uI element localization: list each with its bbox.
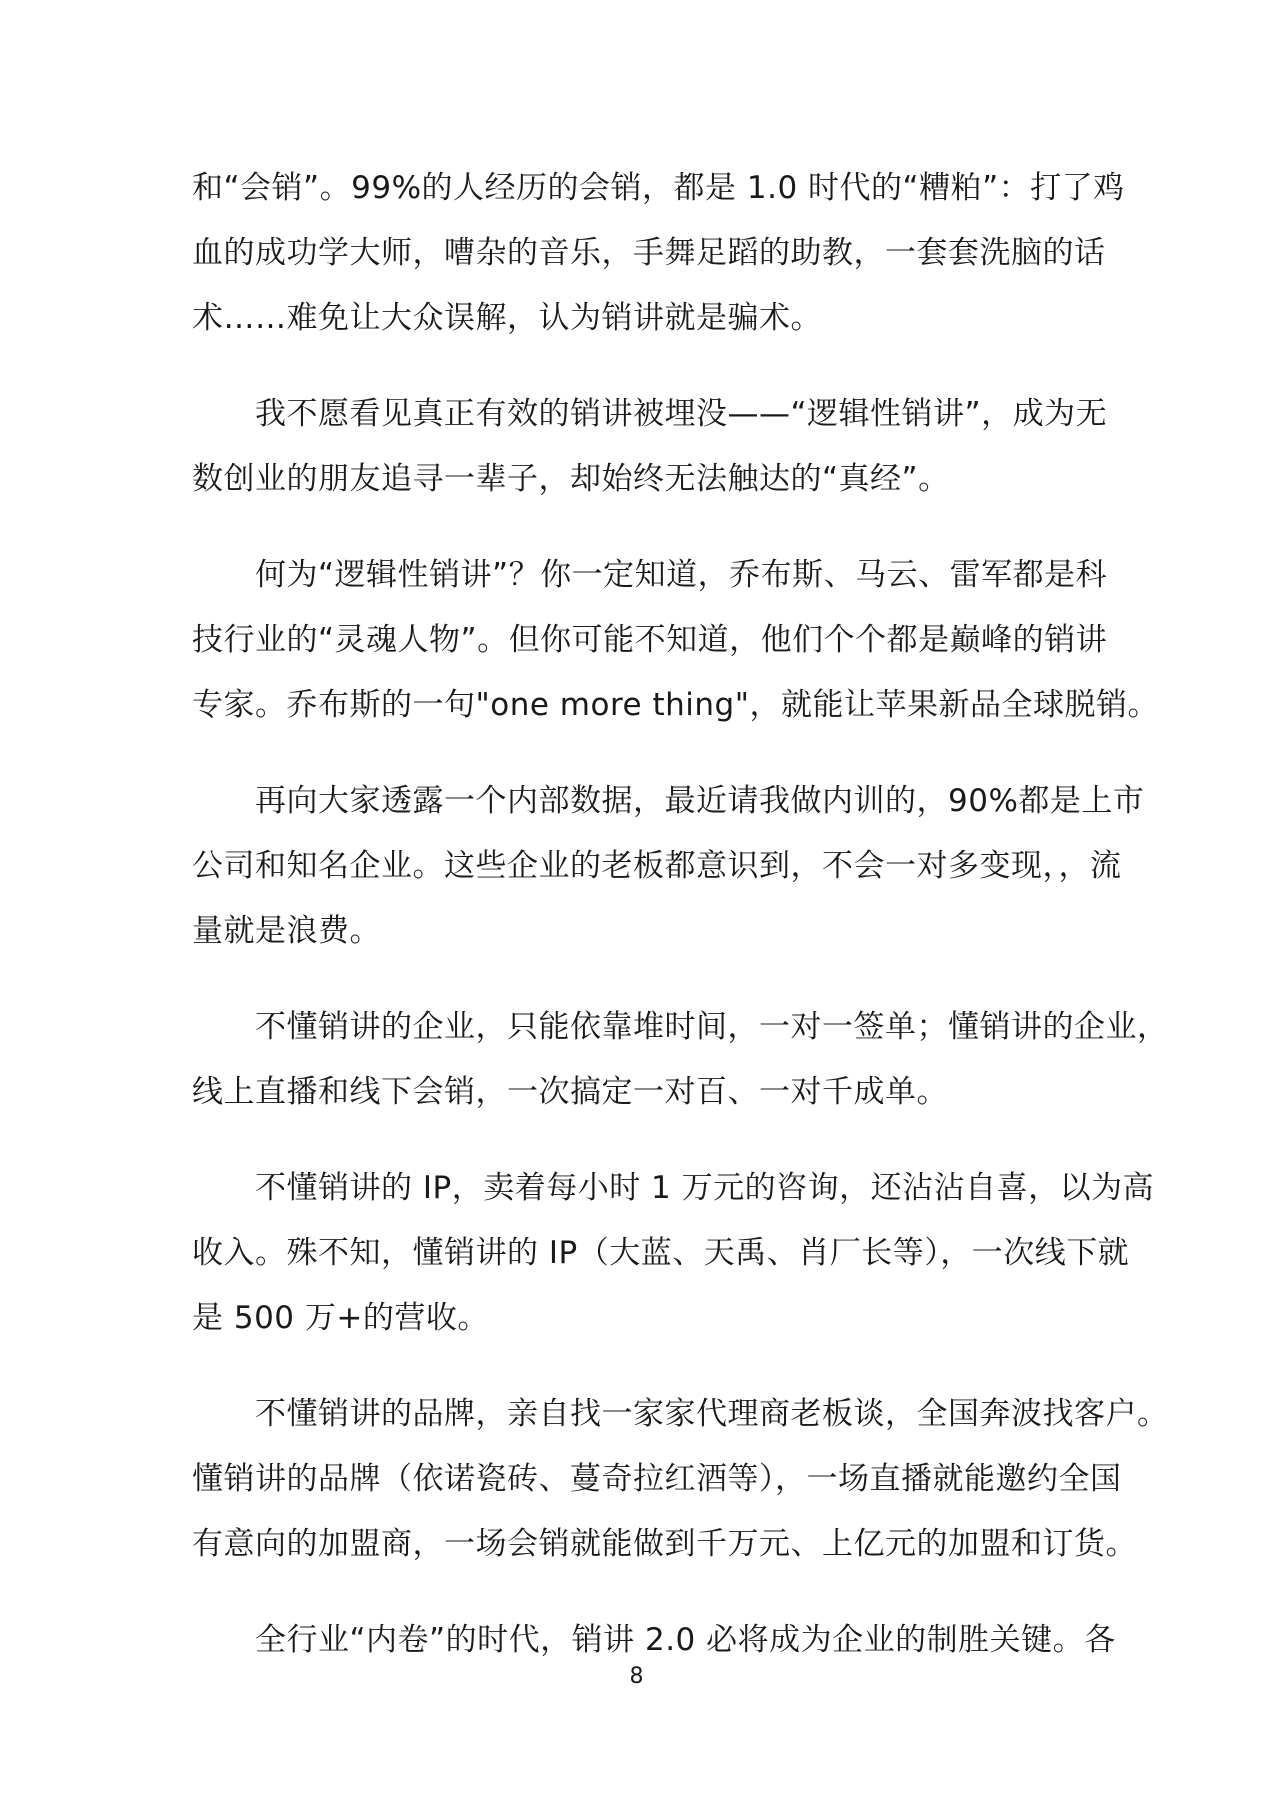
text-line: 线上直播和线下会销，一次搞定一对百、一对千成单。 (192, 1074, 948, 1110)
paragraph (192, 1382, 1169, 1577)
text-line: 何为“逻辑性销讲”？你一定知道，乔布斯、马云、雷军都是科 (192, 557, 1108, 593)
text-line: 我不愿看见真正有效的销讲被埋没——“逻辑性销讲”，成为无 (192, 396, 1108, 432)
text-line: 血的成功学大师，嘈杂的音乐，手舞足蹈的助教，一套套洗脑的话 (192, 235, 1106, 271)
text-line: 全行业“内卷”的时代，销讲 2.0 必将成为企业的制胜关键。各 (192, 1622, 1116, 1658)
page-number: 8 (629, 1664, 644, 1689)
paragraph (192, 995, 1169, 1125)
text-line: 不懂销讲的品牌，亲自找一家家代理商老板谈，全国奔波找客户。 (192, 1396, 1169, 1432)
text-line: 不懂销讲的企业，只能依靠堆时间，一对一签单；懂销讲的企业， (192, 1009, 1169, 1045)
text-line: 是 500 万+的营收。 (192, 1300, 489, 1336)
text-line: 数创业的朋友追寻一辈子，却始终无法触达的“真经”。 (192, 461, 950, 497)
text-line: 专家。乔布斯的一句"one more thing"，就能让苹果新品全球脱销。 (192, 687, 1159, 723)
paragraph (192, 769, 1145, 964)
text-line: 术……难免让大众误解，认为销讲就是骗术。 (192, 300, 822, 336)
paragraph (192, 382, 1108, 512)
paragraph (192, 543, 1159, 738)
text-line: 有意向的加盟商，一场会销就能做到千万元、上亿元的加盟和订货。 (192, 1526, 1137, 1562)
paragraph (192, 156, 1125, 351)
text-line: 收入。殊不知，懂销讲的 IP（大蓝、天禹、肖厂长等），一次线下就 (192, 1235, 1130, 1271)
text-line: 懂销讲的品牌（依诺瓷砖、蔓奇拉红酒等），一场直播就能邀约全国 (192, 1461, 1122, 1497)
paragraph (192, 1156, 1155, 1351)
text-line: 和“会销”。99%的人经历的会销，都是 1.0 时代的“糟粕”：打了鸡 (192, 170, 1125, 206)
text-line: 不懂销讲的 IP，卖着每小时 1 万元的咨询，还沾沾自喜，以为高 (192, 1170, 1155, 1206)
text-line: 公司和知名企业。这些企业的老板都意识到，不会一对多变现，，流 (192, 848, 1122, 884)
text-line: 量就是浪费。 (192, 913, 381, 949)
text-line: 再向大家透露一个内部数据，最近请我做内训的，90%都是上市 (192, 783, 1145, 819)
text-line: 技行业的“灵魂人物”。但你可能不知道，他们个个都是巅峰的销讲 (192, 622, 1108, 658)
body-text (192, 156, 1169, 1704)
